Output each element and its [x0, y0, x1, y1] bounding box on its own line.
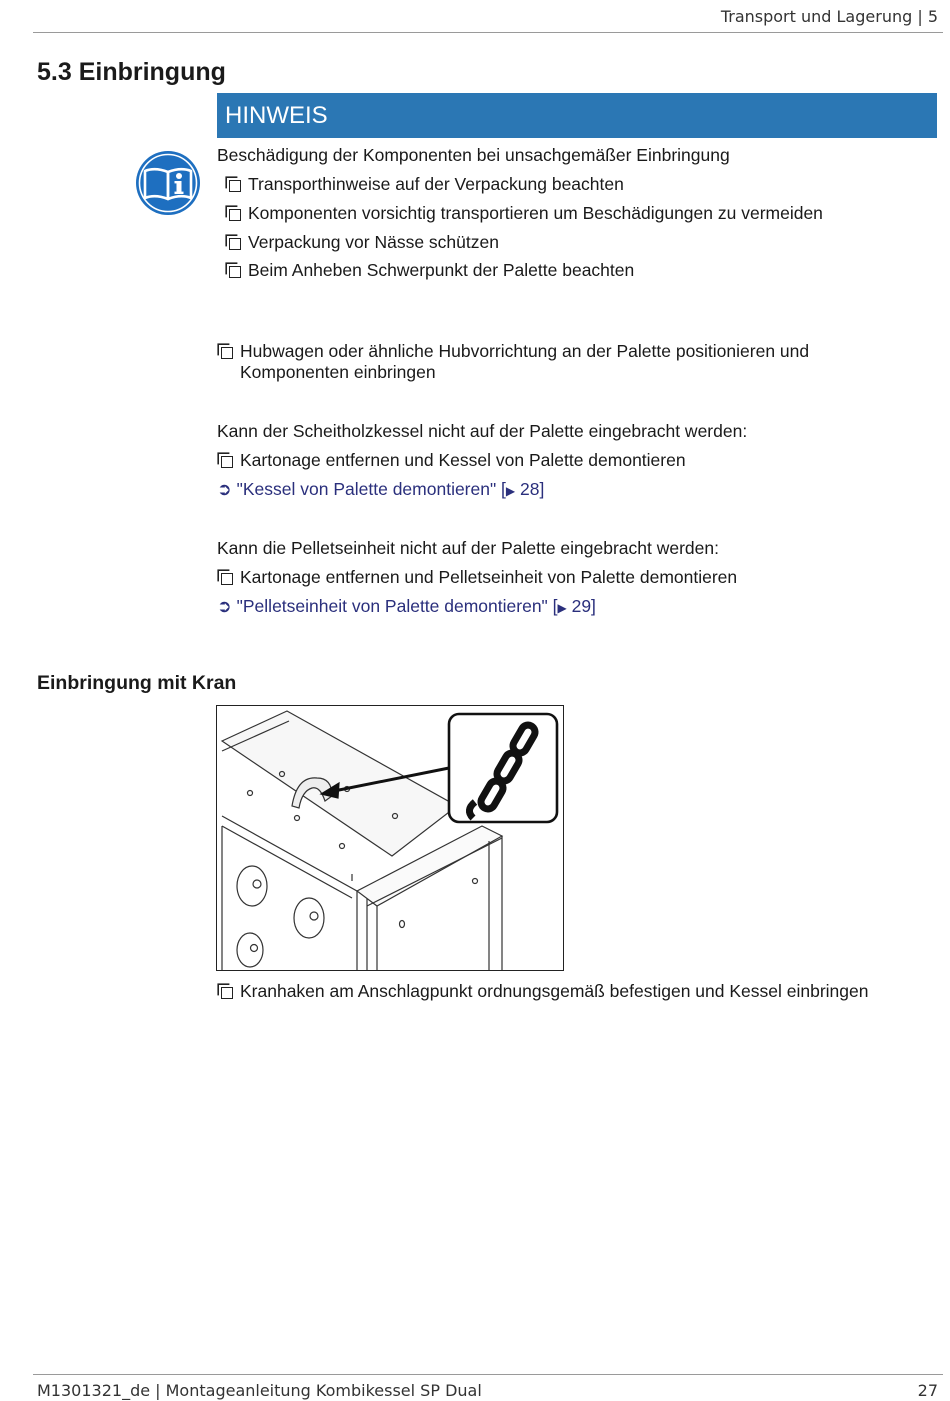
subsection-title: Einbringung mit Kran	[37, 672, 237, 694]
notice-intro: Beschädigung der Komponenten bei unsachgemäßer Einbringung	[217, 145, 730, 165]
triangle-right-icon: ▶	[505, 484, 516, 498]
crane-lifting-figure	[216, 705, 564, 971]
pellet-condition: Kann die Pelletseinheit nicht auf der Palette eingebracht werden:	[217, 538, 719, 558]
checkbox-bullet-icon	[229, 266, 241, 278]
arrow-right-icon: ➲	[217, 479, 232, 499]
checkbox-bullet-icon	[229, 238, 241, 250]
checkbox-bullet-icon	[221, 347, 233, 359]
triangle-right-icon: ▶	[557, 601, 567, 615]
notice-item: Verpackung vor Nässe schützen	[227, 232, 499, 253]
checkbox-bullet-icon	[229, 180, 241, 192]
arrow-right-icon: ➲	[217, 596, 232, 616]
boiler-condition: Kann der Scheitholzkessel nicht auf der Palette eingebracht werden:	[217, 421, 748, 441]
checkbox-bullet-icon	[221, 456, 233, 468]
running-header: Transport und Lagerung | 5	[720, 7, 938, 26]
checkbox-bullet-icon	[221, 573, 233, 585]
link-pelletseinheit-demontieren[interactable]: ➲ "Pelletseinheit von Palette demontieren" [▶ 29]	[217, 596, 596, 616]
info-book-icon	[135, 150, 201, 216]
step-boiler: Kartonage entfernen und Kessel von Palette demontieren	[219, 450, 686, 471]
notice-item: Transporthinweise auf der Verpackung beachten	[227, 174, 624, 195]
section-title: 5.3 Einbringung	[37, 58, 226, 86]
footer-document: M1301321_de | Montageanleitung Kombikessel SP Dual	[37, 1381, 482, 1400]
step-pellet: Kartonage entfernen und Pelletseinheit von Palette demontieren	[219, 567, 737, 588]
notice-label: HINWEIS	[217, 93, 937, 138]
step-crane: Kranhaken am Anschlagpunkt ordnungsgemäß befestigen und Kessel einbringen	[219, 981, 868, 1002]
notice-item: Beim Anheben Schwerpunkt der Palette beachten	[227, 260, 634, 281]
step-pallet: Hubwagen oder ähnliche Hubvorrichtung an der Palette positionieren und Komponenten einbringen	[219, 341, 809, 383]
header-rule	[33, 32, 943, 33]
page-number: 27	[917, 1381, 938, 1400]
link-kessel-demontieren[interactable]: ➲ "Kessel von Palette demontieren" [▶ 28]	[217, 479, 545, 499]
checkbox-bullet-icon	[221, 987, 233, 999]
footer-rule	[33, 1374, 943, 1375]
checkbox-bullet-icon	[229, 209, 241, 221]
notice-item: Komponenten vorsichtig transportieren um Beschädigungen zu vermeiden	[227, 203, 823, 224]
